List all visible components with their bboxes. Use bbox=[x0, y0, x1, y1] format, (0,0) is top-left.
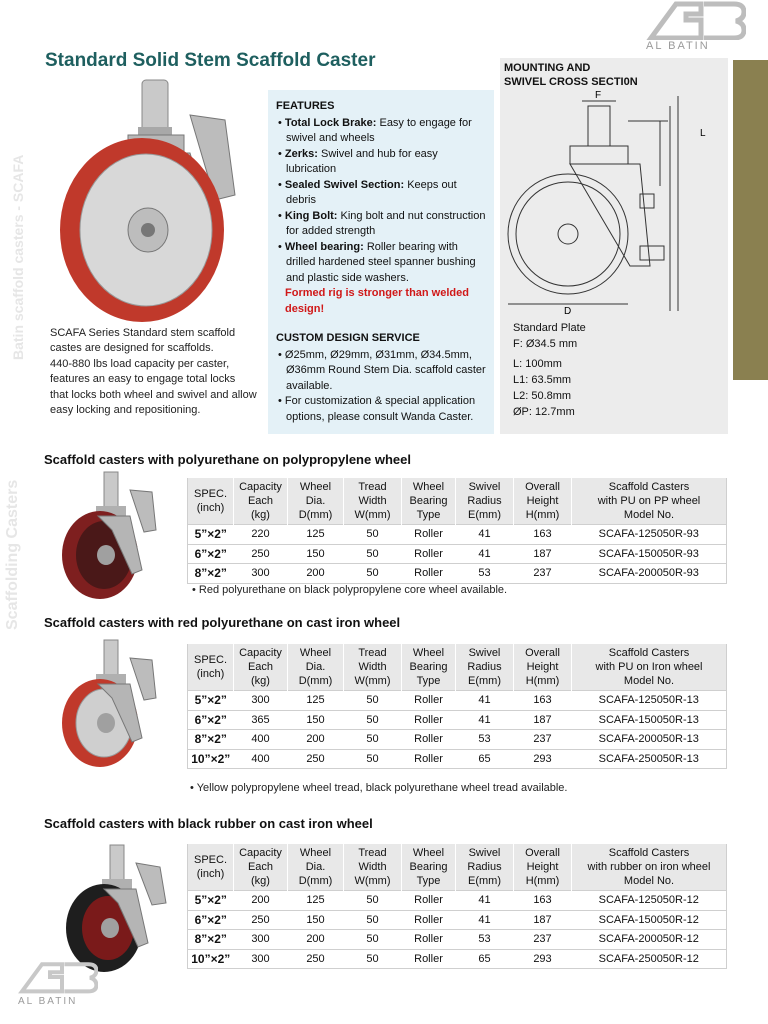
table-header-row: SPEC. (inch) Capacity Each (kg) Wheel Dia. D(mm) Tread Width W(mm) Wheel Bearing Type Swivel Radius E(mm) Overall Height H(mm) Scaffold Casters with PU on Iron wheel Model No. bbox=[188, 644, 727, 691]
mounting-title: MOUNTING AND SWIVEL CROSS SECTI0N bbox=[504, 62, 638, 88]
table-row: 8”×2” 300 200 50 Roller 53 237 SCAFA-200050R-12 bbox=[188, 930, 727, 950]
cross-section-diagram bbox=[500, 86, 728, 316]
table-row: 8”×2” 300 200 50 Roller 53 237 SCAFA-200050R-93 bbox=[188, 564, 727, 584]
table-row: 6”×2” 250 150 50 Roller 41 187 SCAFA-150050R-12 bbox=[188, 910, 727, 930]
mounting-panel bbox=[500, 58, 728, 434]
brand-logo-top bbox=[640, 0, 750, 56]
feature-item: • Zerks: Swivel and hub for easy lubrication bbox=[278, 147, 438, 175]
caster-main-image bbox=[50, 75, 265, 325]
section-title-rubber-iron: Scaffold casters with black rubber on cast iron wheel bbox=[44, 816, 373, 831]
feature-item: • King Bolt: King bolt and nut construction for added strength bbox=[278, 209, 486, 237]
section-title-pu-pp: Scaffold casters with polyurethane on polypropylene wheel bbox=[44, 452, 411, 467]
table-row: 5”×2” 220 125 50 Roller 41 163 SCAFA-125050R-93 bbox=[188, 525, 727, 545]
dim-label-l: L bbox=[700, 128, 706, 139]
dim-label-f: F bbox=[595, 90, 602, 101]
intro-line-2: 440-880 lbs load capacity per caster, features an easy to engage total locks bbox=[50, 358, 236, 385]
caster-pu-iron-image bbox=[60, 638, 160, 768]
table-note-pu-pp: • Red polyurethane on black polypropylene core wheel available. bbox=[192, 584, 508, 596]
side-watermark-top: Batin scaffold casters - SCAFA bbox=[10, 154, 26, 360]
section-title-pu-iron: Scaffold casters with red polyurethane on cast iron wheel bbox=[44, 615, 401, 630]
side-watermark-mid: Scaffolding Casters bbox=[4, 479, 21, 630]
table-row: 6”×2” 250 150 50 Roller 41 187 SCAFA-150050R-93 bbox=[188, 544, 727, 564]
custom-design-list bbox=[276, 348, 486, 426]
table-header-row: SPEC. (inch) Capacity Each (kg) Wheel Dia. D(mm) Tread Width W(mm) Wheel Bearing Type Swivel Radius E(mm) Overall Height H(mm) Scaffold Casters with PU on PP wheel Model No. bbox=[188, 478, 727, 525]
features-panel bbox=[268, 90, 494, 434]
spec-table-pu-pp bbox=[187, 478, 727, 584]
intro-line-1: SCAFA Series Standard stem scaffold castes are designed for scaffolds. bbox=[50, 327, 236, 354]
table-note-pu-iron: • Yellow polypropylene wheel tread, black polyurethane wheel tread available. bbox=[190, 782, 568, 794]
table-row: 6”×2” 365 150 50 Roller 41 187 SCAFA-150050R-13 bbox=[188, 710, 727, 730]
features-heading: FEATURES bbox=[276, 100, 335, 112]
table-row: 10”×2” 400 250 50 Roller 65 293 SCAFA-250050R-13 bbox=[188, 749, 727, 769]
brand-name-bottom: AL BATIN bbox=[18, 996, 78, 1007]
caster-rubber-iron-image bbox=[62, 843, 172, 973]
feature-item: • Wheel bearing: Roller bearing with drilled hardened steel spanner bushing and plastic side washers. bbox=[278, 240, 476, 284]
mounting-specs: Standard Plate F: Ø34.5 mm L: 100mm L1: 63.5mm L2: 50.8mm ØP: 12.7mm bbox=[513, 322, 586, 418]
page-title: Standard Solid Stem Scaffold Caster bbox=[45, 50, 376, 71]
albatin-logo-icon bbox=[18, 960, 98, 994]
feature-item: • Total Lock Brake: Easy to engage for swivel and wheels bbox=[278, 116, 472, 144]
table-row: 8”×2” 400 200 50 Roller 53 237 SCAFA-200050R-13 bbox=[188, 730, 727, 750]
olive-side-bar bbox=[733, 60, 768, 380]
custom-item: • Ø25mm, Ø29mm, Ø31mm, Ø34.5mm, Ø36mm Round Stem Dia. scaffold caster available. bbox=[278, 348, 486, 392]
brand-logo-bottom bbox=[14, 960, 104, 1010]
custom-design-heading: CUSTOM DESIGN SERVICE bbox=[276, 332, 420, 344]
spec-table-rubber-iron bbox=[187, 844, 727, 969]
red-note: Formed rig is stronger than welded design! bbox=[285, 287, 469, 315]
features-list bbox=[276, 116, 486, 287]
table-header-row: SPEC. (inch) Capacity Each (kg) Wheel Dia. D(mm) Tread Width W(mm) Wheel Bearing Type Swivel Radius E(mm) Overall Height H(mm) Scaffold Casters with rubber on iron wheel Model No. bbox=[188, 844, 727, 891]
intro-line-3: that locks both wheel and swivel and allow easy locking and repositioning. bbox=[50, 389, 257, 416]
brand-name: AL BATIN bbox=[646, 40, 710, 52]
spec-table-pu-iron bbox=[187, 644, 727, 769]
intro-text bbox=[50, 326, 262, 419]
dim-label-d: D bbox=[564, 306, 572, 316]
feature-item: • Sealed Swivel Section: Keeps out debris bbox=[278, 178, 457, 206]
albatin-logo-icon bbox=[646, 0, 746, 40]
caster-pu-pp-image bbox=[60, 470, 160, 600]
table-row: 5”×2” 300 125 50 Roller 41 163 SCAFA-125050R-13 bbox=[188, 691, 727, 711]
table-row: 10”×2” 300 250 50 Roller 65 293 SCAFA-250050R-12 bbox=[188, 949, 727, 969]
custom-item: • For customization & special application options, please consult Wanda Caster. bbox=[278, 395, 476, 423]
table-row: 5”×2” 200 125 50 Roller 41 163 SCAFA-125050R-12 bbox=[188, 891, 727, 911]
